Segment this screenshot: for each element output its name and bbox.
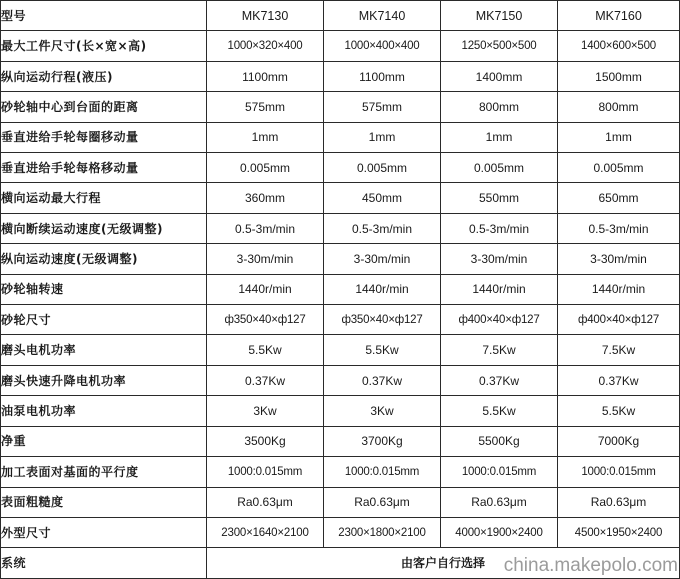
table-cell: 0.005mm xyxy=(207,153,324,183)
table-row xyxy=(1,61,680,91)
table-cell: 1mm xyxy=(324,122,441,152)
table-cell: 1440r/min xyxy=(324,274,441,304)
table-cell: 575mm xyxy=(324,92,441,122)
header-mk7150: MK7150 xyxy=(441,1,558,31)
table-cell: 3-30m/min xyxy=(324,244,441,274)
table-cell: 7000Kg xyxy=(558,426,680,456)
table-cell: 1000×320×400 xyxy=(207,31,324,61)
system-merged-cell: 由客户自行选择 xyxy=(207,548,680,579)
table-cell: 450mm xyxy=(324,183,441,213)
table-cell: 3Kw xyxy=(207,396,324,426)
table-cell: 800mm xyxy=(558,92,680,122)
table-cell: 1000:0.015mm xyxy=(207,457,324,487)
table-cell: 1440r/min xyxy=(207,274,324,304)
table-cell: 0.5-3m/min xyxy=(558,213,680,243)
table-cell: 1250×500×500 xyxy=(441,31,558,61)
table-cell: 0.5-3m/min xyxy=(324,213,441,243)
table-row xyxy=(1,487,680,517)
table-cell: 0.37Kw xyxy=(207,365,324,395)
row-label: 外型尺寸 xyxy=(1,517,207,547)
table-cell: 1500mm xyxy=(558,61,680,91)
table-cell: Ra0.63μm xyxy=(324,487,441,517)
row-label: 油泵电机功率 xyxy=(1,396,207,426)
table-row xyxy=(1,153,680,183)
table-cell: 1440r/min xyxy=(441,274,558,304)
row-label: 垂直进给手轮每圈移动量 xyxy=(1,122,207,152)
table-row xyxy=(1,335,680,365)
table-cell: 1mm xyxy=(207,122,324,152)
table-row xyxy=(1,396,680,426)
header-mk7130: MK7130 xyxy=(207,1,324,31)
watermark: china.makepolo.com xyxy=(503,555,678,576)
table-cell: Ra0.63μm xyxy=(558,487,680,517)
table-cell: Ra0.63μm xyxy=(441,487,558,517)
table-cell: 0.37Kw xyxy=(558,365,680,395)
row-label: 横向断续运动速度(无级调整) xyxy=(1,213,207,243)
table-cell: 550mm xyxy=(441,183,558,213)
header-mk7140: MK7140 xyxy=(324,1,441,31)
row-label: 纵向运动行程(液压) xyxy=(1,61,207,91)
table-cell: 0.005mm xyxy=(441,153,558,183)
row-label: 最大工件尺寸(长×宽×高) xyxy=(1,31,207,61)
table-cell: 5.5Kw xyxy=(207,335,324,365)
header-row xyxy=(1,1,680,31)
table-cell: 800mm xyxy=(441,92,558,122)
table-row xyxy=(1,426,680,456)
table-row xyxy=(1,122,680,152)
table-row xyxy=(1,305,680,335)
table-cell: 3-30m/min xyxy=(441,244,558,274)
table-row xyxy=(1,92,680,122)
table-cell: 1400×600×500 xyxy=(558,31,680,61)
header-model-label: 型号 xyxy=(1,1,207,31)
table-cell: ф350×40×ф127 xyxy=(324,305,441,335)
table-cell: 0.5-3m/min xyxy=(441,213,558,243)
table-cell: 1mm xyxy=(558,122,680,152)
table-cell: 3-30m/min xyxy=(558,244,680,274)
table-cell: 5500Kg xyxy=(441,426,558,456)
table-cell: 1000:0.015mm xyxy=(441,457,558,487)
table-cell: 4500×1950×2400 xyxy=(558,517,680,547)
table-cell: 4000×1900×2400 xyxy=(441,517,558,547)
table-cell: ф400×40×ф127 xyxy=(441,305,558,335)
header-mk7160: MK7160 xyxy=(558,1,680,31)
row-label: 磨头快速升降电机功率 xyxy=(1,365,207,395)
table-cell: 3700Kg xyxy=(324,426,441,456)
table-cell: 0.005mm xyxy=(324,153,441,183)
table-cell: 0.5-3m/min xyxy=(207,213,324,243)
table-cell: 3500Kg xyxy=(207,426,324,456)
table-cell: Ra0.63μm xyxy=(207,487,324,517)
row-label: 系统 xyxy=(1,548,207,579)
table-cell: 0.37Kw xyxy=(324,365,441,395)
table-cell: ф400×40×ф127 xyxy=(558,305,680,335)
table-cell: 3-30m/min xyxy=(207,244,324,274)
table-row xyxy=(1,457,680,487)
table-row xyxy=(1,365,680,395)
table-cell: 5.5Kw xyxy=(558,396,680,426)
table-row xyxy=(1,244,680,274)
table-cell: 575mm xyxy=(207,92,324,122)
table-row xyxy=(1,213,680,243)
table-cell: 2300×1800×2100 xyxy=(324,517,441,547)
table-cell: 7.5Kw xyxy=(558,335,680,365)
table-cell: 650mm xyxy=(558,183,680,213)
table-cell: 1100mm xyxy=(207,61,324,91)
table-cell: 7.5Kw xyxy=(441,335,558,365)
table-row xyxy=(1,183,680,213)
table-cell: 2300×1640×2100 xyxy=(207,517,324,547)
table-cell: 1mm xyxy=(441,122,558,152)
table-cell: 3Kw xyxy=(324,396,441,426)
table-cell: 360mm xyxy=(207,183,324,213)
row-label: 横向运动最大行程 xyxy=(1,183,207,213)
row-label: 净重 xyxy=(1,426,207,456)
table-row xyxy=(1,517,680,547)
table-cell: 1000×400×400 xyxy=(324,31,441,61)
row-label: 表面粗糙度 xyxy=(1,487,207,517)
row-label: 垂直进给手轮每格移动量 xyxy=(1,153,207,183)
table-row xyxy=(1,274,680,304)
row-label: 砂轮轴转速 xyxy=(1,274,207,304)
table-cell: 1000:0.015mm xyxy=(558,457,680,487)
table-cell: 1440r/min xyxy=(558,274,680,304)
table-row-system xyxy=(1,548,680,579)
table-cell: 1000:0.015mm xyxy=(324,457,441,487)
table-cell: 5.5Kw xyxy=(441,396,558,426)
table-cell: 1100mm xyxy=(324,61,441,91)
row-label: 纵向运动速度(无级调整) xyxy=(1,244,207,274)
row-label: 磨头电机功率 xyxy=(1,335,207,365)
table-row xyxy=(1,31,680,61)
table-cell: ф350×40×ф127 xyxy=(207,305,324,335)
table-cell: 0.37Kw xyxy=(441,365,558,395)
table-cell: 5.5Kw xyxy=(324,335,441,365)
table-cell: 1400mm xyxy=(441,61,558,91)
row-label: 砂轮尺寸 xyxy=(1,305,207,335)
table-cell: 0.005mm xyxy=(558,153,680,183)
row-label: 加工表面对基面的平行度 xyxy=(1,457,207,487)
row-label: 砂轮轴中心到台面的距离 xyxy=(1,92,207,122)
